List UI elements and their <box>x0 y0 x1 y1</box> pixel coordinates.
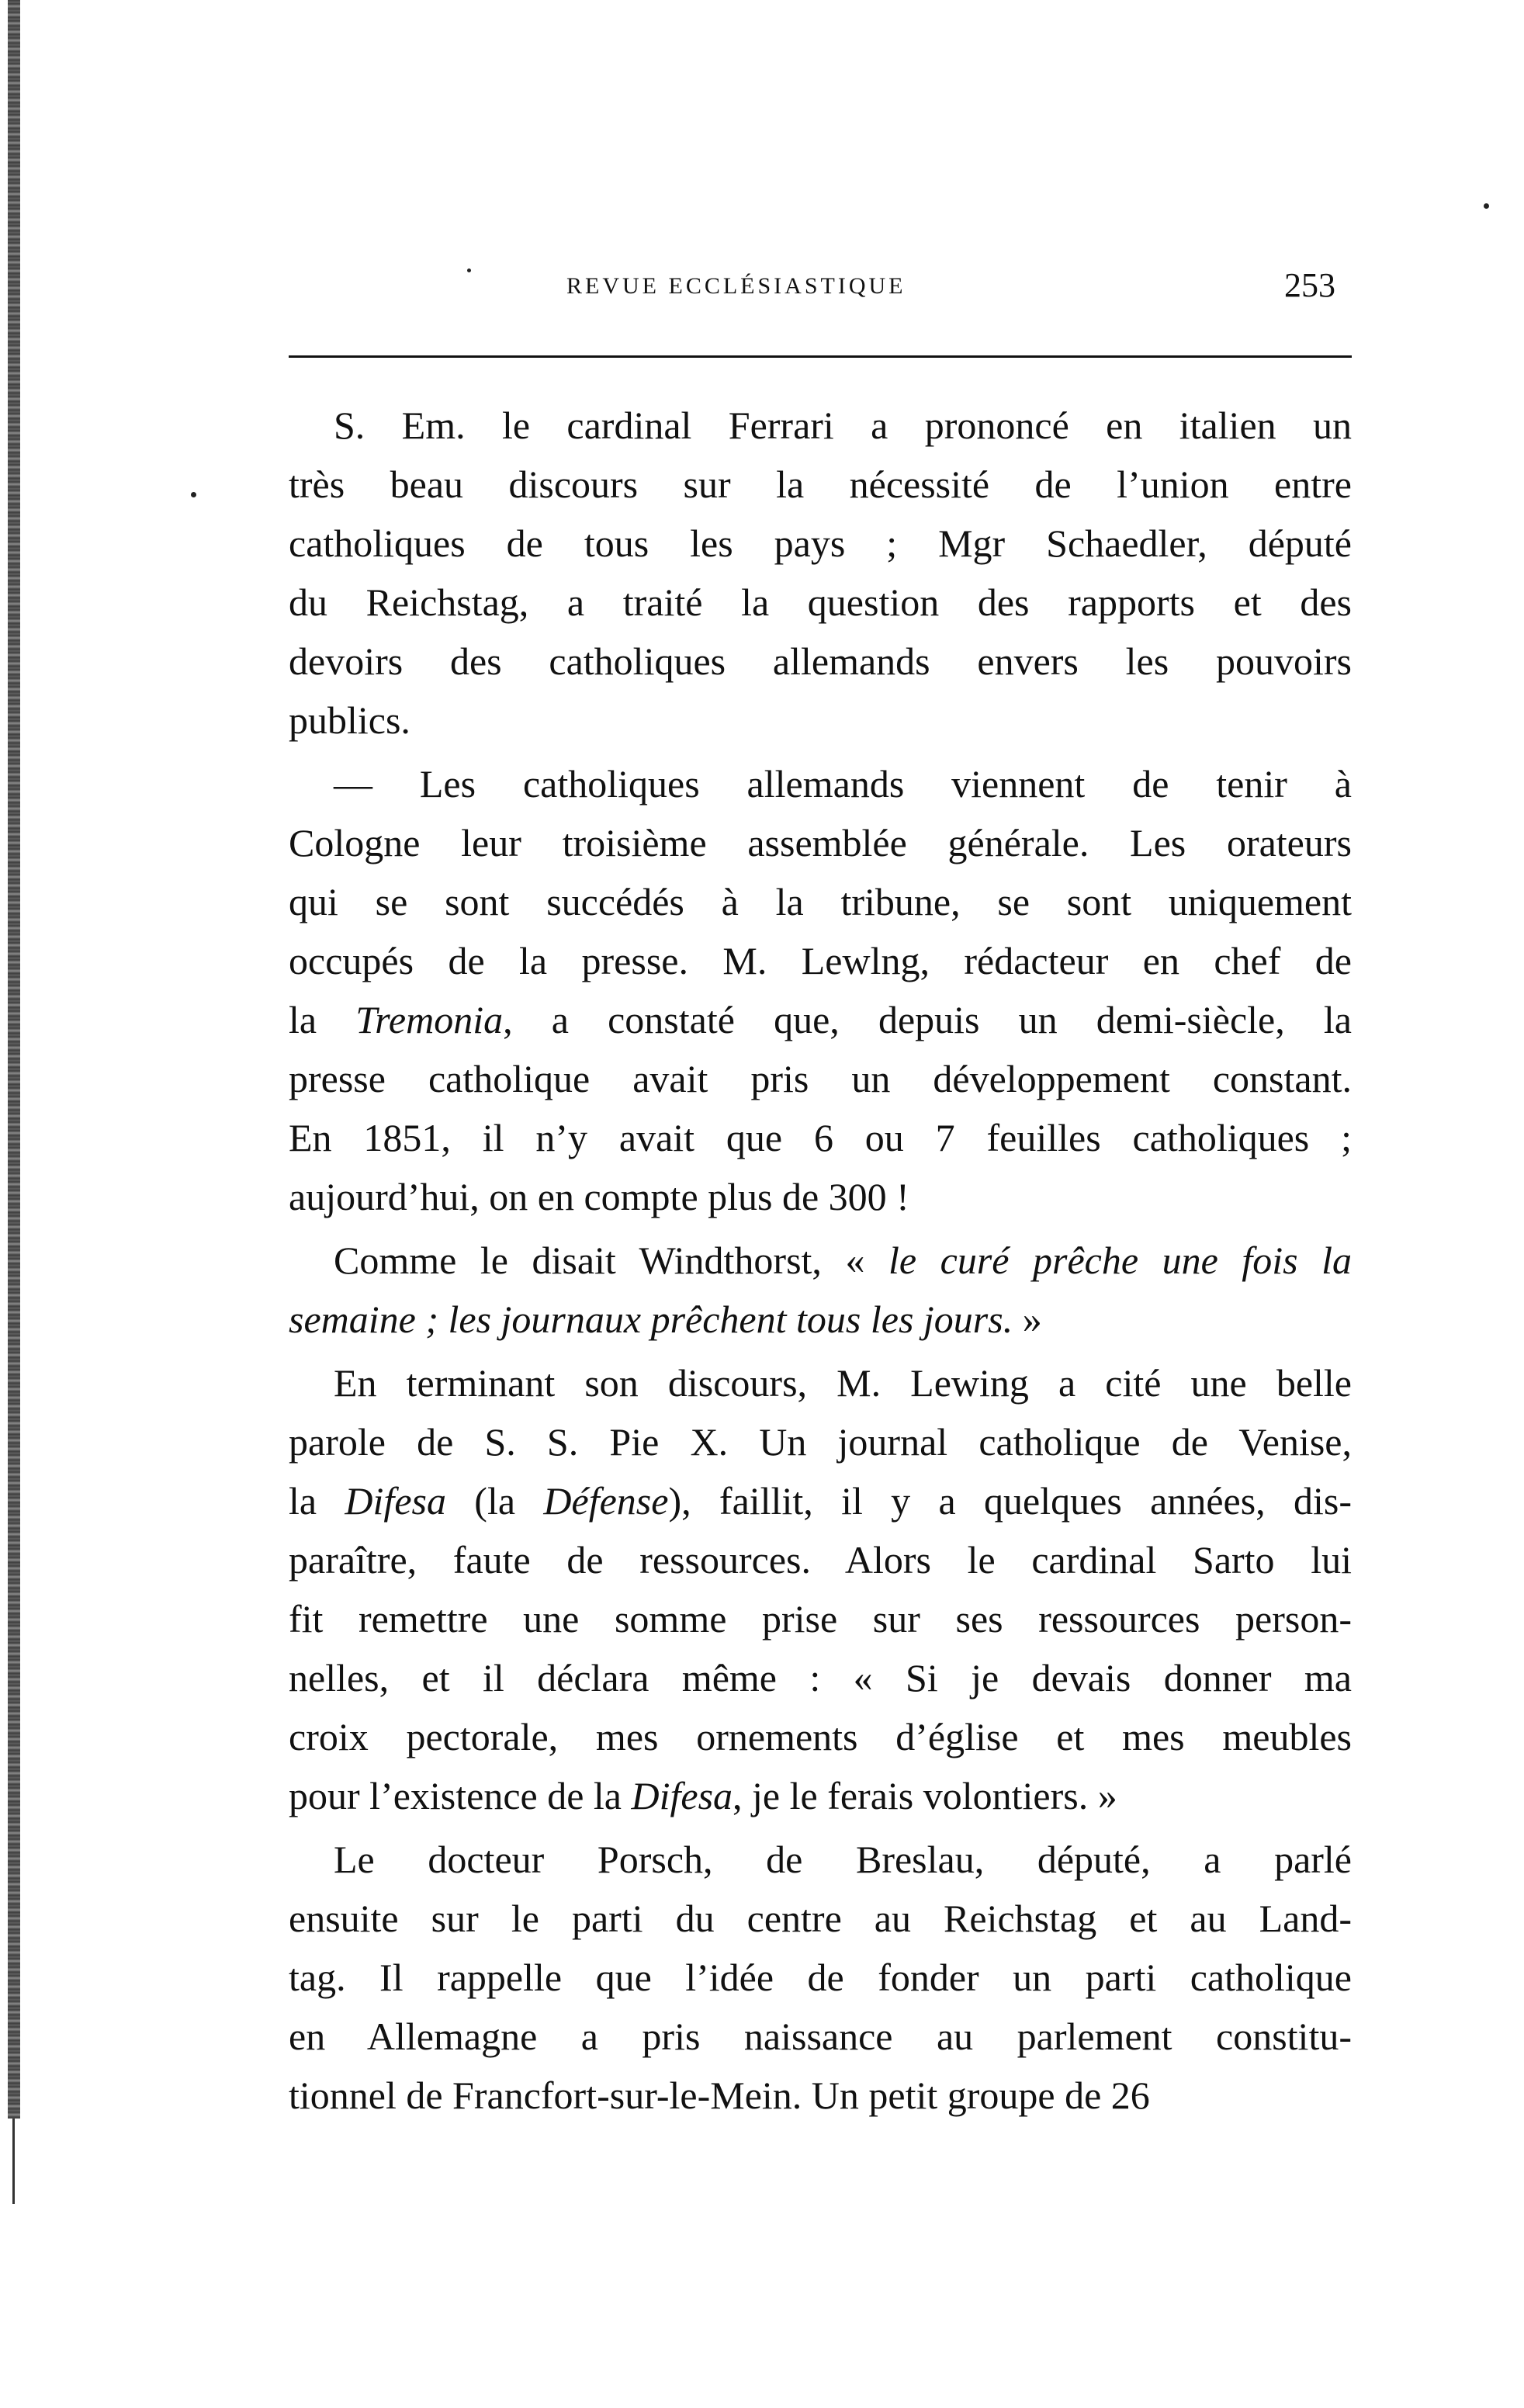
body-text <box>289 396 1352 2129</box>
paragraph-gap <box>289 2125 1352 2129</box>
italic-text: le curé prêche une fois la <box>888 1239 1352 1282</box>
text-line: Cologne leur troisième assemblée générale. Les orateurs <box>289 821 1352 864</box>
binding-edge-tail <box>12 2119 15 2204</box>
text-line: fit remettre une somme prise sur ses ressources person- <box>289 1597 1352 1641</box>
text-line: En 1851, il n’y avait que 6 ou 7 feuilles catholiques ; <box>289 1116 1352 1159</box>
text-line: devoirs des catholiques allemands envers les pouvoirs <box>289 639 1352 683</box>
paragraph <box>289 754 1352 1226</box>
text-line: — Les catholiques allemands viennent de tenir à <box>334 762 1352 806</box>
text-segment: » <box>1013 1298 1042 1341</box>
italic-text: Difesa <box>631 1774 733 1817</box>
text-line: en Allemagne a pris naissance au parlement constitu- <box>289 2015 1352 2058</box>
running-head <box>0 266 1524 320</box>
text-line: très beau discours sur la nécessité de l’union entre <box>289 463 1352 506</box>
text-line <box>289 1290 1352 1349</box>
text-line: ensuite sur le parti du centre au Reichstag et au Land- <box>289 1897 1352 1940</box>
text-segment: ), faillit, il y a quelques années, dis- <box>668 1479 1352 1523</box>
text-line <box>289 990 1352 1049</box>
text-line: qui se sont succédés à la tribune, se sont uniquement <box>289 880 1352 923</box>
text-line: occupés de la presse. M. Lewlng, rédacteur en chef de <box>289 939 1352 982</box>
paragraph <box>289 1830 1352 2125</box>
italic-text: Difesa <box>345 1479 446 1523</box>
text-segment: la <box>289 998 356 1041</box>
text-segment: , je le ferais volontiers. » <box>733 1774 1117 1817</box>
paragraph <box>289 1353 1352 1825</box>
text-line: aujourd’hui, on en compte plus de 300 ! <box>289 1175 909 1218</box>
italic-text: semaine ; les journaux prêchent tous les jours. <box>289 1298 1013 1341</box>
speck-mark <box>191 492 196 497</box>
text-line: publics. <box>289 698 410 742</box>
text-line: Le docteur Porsch, de Breslau, député, a parlé <box>334 1838 1352 1881</box>
text-segment: (la <box>445 1479 544 1523</box>
running-title: REVUE ECCLÉSIASTIQUE <box>566 273 906 299</box>
text-segment: la <box>289 1479 345 1523</box>
text-line: S. Em. le cardinal Ferrari a prononcé en italien un <box>334 404 1352 447</box>
header-rule <box>289 355 1352 358</box>
text-line: presse catholique avait pris un développement constant. <box>289 1057 1352 1100</box>
paragraph <box>289 1231 1352 1349</box>
text-line: paraître, faute de ressources. Alors le cardinal Sarto lui <box>289 1538 1352 1582</box>
text-line <box>289 1471 1352 1530</box>
text-line: du Reichstag, a traité la question des rapports et des <box>289 580 1352 624</box>
italic-text: Tremonia <box>355 998 504 1041</box>
text-line: tionnel de Francfort-sur-le-Mein. Un petit groupe de 26 <box>289 2074 1150 2117</box>
text-segment: Comme le disait Windthorst, « <box>334 1239 888 1282</box>
speck-mark <box>1484 203 1489 209</box>
text-line: En terminant son discours, M. Lewing a cité une belle <box>334 1361 1352 1405</box>
text-line: tag. Il rappelle que l’idée de fonder un parti catholique <box>289 1956 1352 1999</box>
text-segment: , a constaté que, depuis un demi-siècle, la <box>503 998 1352 1041</box>
italic-text: Défense <box>543 1479 669 1523</box>
speck-mark <box>467 269 471 272</box>
text-line: catholiques de tous les pays ; Mgr Schaedler, député <box>289 521 1352 565</box>
text-line: parole de S. S. Pie X. Un journal catholique de Venise, <box>289 1420 1352 1464</box>
text-line <box>289 1231 1352 1290</box>
page-number: 253 <box>1284 266 1335 304</box>
text-segment: pour l’existence de la <box>289 1774 632 1817</box>
paragraph <box>289 396 1352 750</box>
text-line: croix pectorale, mes ornements d’église et mes meubles <box>289 1715 1352 1758</box>
text-line <box>289 1766 1352 1825</box>
text-line: nelles, et il déclara même : « Si je devais donner ma <box>289 1656 1352 1699</box>
